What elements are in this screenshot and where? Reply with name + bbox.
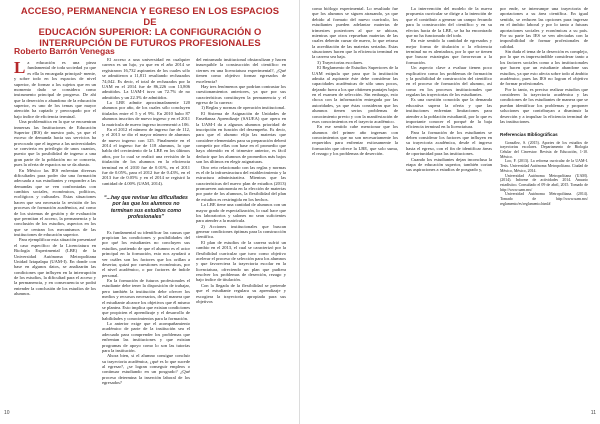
paragraph: El Reglamento de Estudios Superiores de la UAM estipula que para que la institución admita al aspirante éste debe considerar las capacidades académicas de sólo unos pocos, dejando fuera a los que obtienen puntajes bajos en el examen de selección. Sin embargo, esto choca con la información entregada por las autoridades, ya que éstas consideran que los alumnos tienen serios problemas de conocimiento previo y con la manifestación de esos conocimientos en el trayecto académico. bbox=[312, 65, 398, 124]
paragraph: En este sentido la cantidad de egresados y mejor forma de titulación o la eficiencia terminal no es alentadora, por lo que se tienen que buscar estrategias que favorezcan a la formación. bbox=[406, 38, 492, 65]
paragraph: como biólogo experimental. Lo resultado fue que los alumnos se siguen atrasando, ya que debido al formato del nuevo currículo, los estudiantes pueden adelantar materias de trimestres posteriores al que se ubican, mientras que otros reprueban materias de las cuales deberán cursar de nuevo, lo que retrasa la acreditación de las materias seriadas. Estas situaciones hacen que la eficiencia terminal en la carrera sea baja. bbox=[312, 6, 398, 60]
reference-entry: Universidad Autónoma Metropolitana. (2014). Tomado de http://www.uam.mx/ reglamento/es/reglamento.html# bbox=[500, 192, 588, 206]
paragraph: La LBE admite aproximadamente 120 alumnos por año, de los cuales sólo concluyen titulados entre el 5 y el 9%. En 2010 hubo 87 alumnos inscritos de nuevo ingreso y en el 2011 la matrícula de nuevo ingreso incrementó a 106. bbox=[102, 100, 190, 127]
paragraph: Por lo tanto, es preciso realizar estudios que consideren la trayectoria académica y las condiciones de los estudiantes de manera que se puedan identificar los problemas y proponer soluciones que contribuyan a disminuir la deserción y a impulsar la eficiencia terminal de las instituciones. bbox=[500, 86, 588, 124]
paragraph: En ese sentido cabe mencionar que los alumnos del primer año ingresan con conocimientos que no son necesariamente los requeridos para enfrentar exitosamente la formación que ofrece la LBE, que solo suma, el rezago y los problemas de deserción. bbox=[312, 124, 398, 157]
title-line-2: EDUCACIÓN SUPERIOR: LA CONFIGURACIÓN O bbox=[38, 26, 262, 38]
paragraph: del entramado institucional obstaculizan y hacen inasequible la construcción del científico en ciernes en una licenciatura experimental?, ¿Qué tienen como objetivo formar egresados de excelencia? bbox=[196, 57, 286, 84]
right-column-1 bbox=[312, 6, 398, 404]
paragraph: Otro reto relacionado con las reglas y normas es el de la infraestructura del establecimiento y la estructura administrativa. Mientras que las características del nuevo plan de estudios (2013) promueven autonomía en la elección de materias por parte de los alumnos, la flexibilidad del plan de estudios es restringida en los hechos. bbox=[196, 164, 286, 202]
paragraph: Cuando los estudiantes dejan inconclusa la etapa de educación superior, también cortan sus aspiraciones a estudios de posgrado y, bbox=[406, 156, 492, 173]
paragraph: Para la formación de los estudiantes se deben considerar los factores que influyen en su trayectoria académica, desde el ingreso hasta el egreso, con el fin de identificar áreas de oportunidad para las instituciones. bbox=[406, 129, 492, 157]
drop-cap: L bbox=[14, 60, 26, 77]
reference-entry: González, S. (2015). Aportes de los estudios de trayectorias escolares. Departamento de Biología Celular del Cinvestav. Revista de Educación, 1-10. México. bbox=[500, 140, 588, 159]
paragraph: Lo anterior exige que el acompañamiento académico de parte de la institución sea el adecuado para comprender los problemas que enfrentan las instituciones y que existan programas de apoyo como lo son las tutorías para la institución. bbox=[102, 321, 190, 353]
paragraph: 2) Acciones institucionales que buscan generar condiciones óptimas para la construcción científica. bbox=[196, 223, 286, 240]
paragraph: Es una cuestión conocida que la demanda educativa supera la oferta y que las instituciones enfrentan limitaciones para atender a la población estudiantil, por lo que es importante conocer el porqué de la baja eficiencia terminal en la licenciatura. bbox=[406, 97, 492, 130]
paragraph: 3) Trayectorias escolares. bbox=[317, 59, 364, 65]
title-line-3: INTERRUPCIÓN DE FUTUROS PROFESIONALES bbox=[39, 36, 261, 48]
author-name: Roberto Barrón Venegas bbox=[14, 46, 115, 56]
paragraph: Ahora bien, si el alumno consigue concluir su trayectoria académica, ¿qué es lo que sucede al egresar?, ¿se logran conseguir empleos o continuar estudiando en un posgrado? ¿Qué proceso determina la inserción laboral de los egresados? bbox=[102, 353, 190, 386]
paragraph: El acceso a una universidad en cualquier carrera es un lujo, ya que en el año 2014 se registraron 16,732 aspirantes de los cuales sólo se admitieron a 11,811 resultando rechazados 74,042. Es decir, el total de rechazados por la UAM en el 2014 fue de 86,226 con 13,806 admitidos. La UAM-I tuvo un 72.7% de no admitidos y un 22.3% de admitidos. bbox=[102, 57, 190, 100]
paragraph: Un aspecto clave a evaluar tienen poco explicativo como los problemas de formación y la posibilidad de construcción del científico en el proceso de formación del alumno, así como en los procesos institucionales que regulan las trayectorias de los estudiantes. bbox=[406, 65, 492, 97]
paragraph: En el 2012 el número de ingreso fue de 112, y el 2013 se dio el mayor número de alumnos de nuevo ingreso con 125. Finalmente en el 2014 el ingreso fue de 118 alumnos, lo que habla del crecimiento de la LBE en los últimos años, por lo cual se realizó una revisión de la titulación de los alumnos en la eficiencia terminal en el 2010 fue de 0.01%, en el 2011 fue de 0.05%, para el 2012 fue de 0.43%, en el 2013 fue de 0.05% y en el 2014 se registró la cantidad de 4.00% (UAM, 2014). bbox=[102, 126, 190, 186]
paragraph: El plan de estudios de la carrera sufrió un cambio en el 2013, el cual se caracterizó por la flexibilidad curricular que tuvo como objetivo acelerar el proceso de selección para los alumnos y que favoreciera la trayectoria escolar en la licenciatura, ofreciendo un plan que pudiera resolver los problemas de deserción, rezago y bajo índice de titulación. bbox=[196, 239, 286, 283]
paragraph: Con la llegada de la flexibilidad se pretende que el estudiante regulara su aprendizaje y escogiera la trayectoria apropiada para sus objetivos bbox=[196, 282, 286, 304]
pull-quote: “...hay que revisar las dificultades por las que los alumnos no terminan sus estudios como profesionales” bbox=[104, 195, 188, 221]
paragraph: Sin duda el tema de la deserción es complejo, por lo que es imprescindible considerar tanto a los factores sociales como a los institucionales que hacen que un estudiante abandone sus estudios, ya que esto afecta sobre todo al ámbito académico, pues las IES no logran el objetivo de formar profesionales. bbox=[500, 49, 588, 87]
paragraph: La educación es una pieza fundamental de toda sociedad ya que es ella la encargada principal- mente, y sobre todo en los espacios de nivel superior, de formar a los sujetos que en un momento dado se considera como instrumento principal de progreso. De ahí que la deserción o abandono de la educación superior, es uno de los temas que mayor atención ha captado y preocupado por el bajo índice de eficiencia terminal. bbox=[14, 60, 96, 119]
title-line-1: ACCESO, PERMANENCIA Y EGRESO EN LOS ESPACIOS DE bbox=[20, 5, 280, 27]
left-column-2 bbox=[102, 57, 190, 404]
article-title bbox=[14, 6, 286, 48]
paragraph: La intervención del modelo de la nueva propuesta curricular se dirige a la intención de que el contribuir a generar un campo fecundo para la construcción del científico y en su efectos hacia de la LBE, se ha ha encontrado que no ha funcionado del todo. bbox=[406, 6, 492, 38]
left-column-1 bbox=[14, 60, 96, 404]
reference-entry: Universidad Autónoma Metropolitana (UAM). (2014). Informe de actividades 2014. Anuario estadístico. Consultado el 09 de abril, 2015. Tomado de http://www.uam.mx/ bbox=[500, 173, 588, 192]
references-title: Referencias Bibliográficas bbox=[500, 132, 558, 138]
page-number: 10 bbox=[4, 410, 10, 416]
right-column-2 bbox=[406, 6, 492, 404]
right-column-3 bbox=[500, 6, 588, 404]
paragraph: por ende, se interrumpe una trayectoria de aportaciones a su área científica. En igual sentido, se reducen las opciones para ingresar en el ámbito laboral y por lo tanto a futuras aportaciones sociales y económicas a su país. Por su parte las IES se ven afectadas con la imposibilidad de formar profesionales de calidad. bbox=[500, 6, 588, 49]
left-column-3 bbox=[196, 57, 286, 404]
paragraph: En la formación de futuros profesionales el estudiante debe tener la disposición de trabajar, pero también la institución debe ofrecer los medios y recursos necesarios, de tal manera que el estudiante alcance los objetivos que él mismo se plantea. Esto implica que existan condiciones que propicien el aprendizaje y el desarrollo de habilidades y conocimientos para la formación. bbox=[102, 278, 190, 321]
paragraph: Es fundamental su identificar las causas que propician las condiciones y posibilidades del por qué los estudiantes no concluyen sus estudios, partiendo de que el alumno es el actor principal en la formación, esto nos ayudará a ver cuáles son los factores que los orillan a desertar, quizá por cuestiones económicas, por el nivel académico, o por factores de índole personal. bbox=[102, 229, 190, 278]
paragraph: Para ejemplificar esta situación presentaré el caso específico de la Licenciatura en Biología Experimental (LBE) de la Universidad Autónoma Metropolitana Unidad Iztapalapa (UAM-I). En donde con base en algunos datos, se analizarán las condiciones que influyen en la interrupción de los estudios, la dificultad para el acceso y la permanencia, y en consecuencia se podrá entender la conclusión de los estudios de los alumnos. bbox=[14, 237, 96, 297]
right-page bbox=[300, 0, 600, 424]
paragraph: 1) Reglas y normas de operación institucional. bbox=[201, 105, 286, 111]
reference-entry: Loo, F. (2013). La reforma curricular de la UAM-I. Tesis. Universidad Autónoma Metropolitana. Ciudad de México, México, 2014. bbox=[500, 159, 588, 173]
page-number: 11 bbox=[590, 410, 596, 416]
paragraph: Una problemática en la que se encuentran inmersas las Instituciones de Educación Superior (IES) de nuestro país, ya que el exceso de demanda hacia sus servicios ha provocado que el ingreso a las universidades se convierta en privilegio de unos cuantos, puesto que la posibilidad de ingreso a una gran parte de la población no se concreta, pues la oferta de espacios no se da abasto. bbox=[14, 119, 96, 168]
paragraph: La LBE tiene una cantidad de alumnos con un mayor grado de especialización, lo cual hace que los laboratorios y salones no sean suficientes para atender a la matrícula. bbox=[196, 202, 286, 224]
paragraph: Hay tres fenómenos que podrían contrastar los cuestionamientos anteriores, ya que por sus características constituyen la permanencia y el egreso de la carrera: bbox=[196, 83, 286, 105]
paragraph: En México las IES enfrentan diversas dificultades para poder dar una formación adecuada a sus estudiantes y responder a las demandas que se ven confrontadas con cambios sociales, económicos, políticos, ecológicos y culturales. Estas situaciones hacen que sea necesaria la revisión de los procesos de formación académica, así como de los sistemas de gestión y de evaluación que permitan el acceso, la permanencia y la conclusión de los estudios, aspectos en los que se centran los mecanismos de las instituciones de educación superior. bbox=[14, 167, 96, 237]
paragraph: El Sistema de Asignación de Unidades de Enseñanza Aprendizaje (SAUEA) que opera en la UAM-I da a algunos alumnos prioridad de inscripción en función del desempeño. Es decir, para que el alumno elija las materias que considere elementales para su preparación deberá competir por ellas con base en el promedio que haya obtenido en el trimestre anterior, es fácil deducir que los alumnos de promedios más bajos son los últimos en elegir asignaturas. bbox=[196, 110, 286, 165]
